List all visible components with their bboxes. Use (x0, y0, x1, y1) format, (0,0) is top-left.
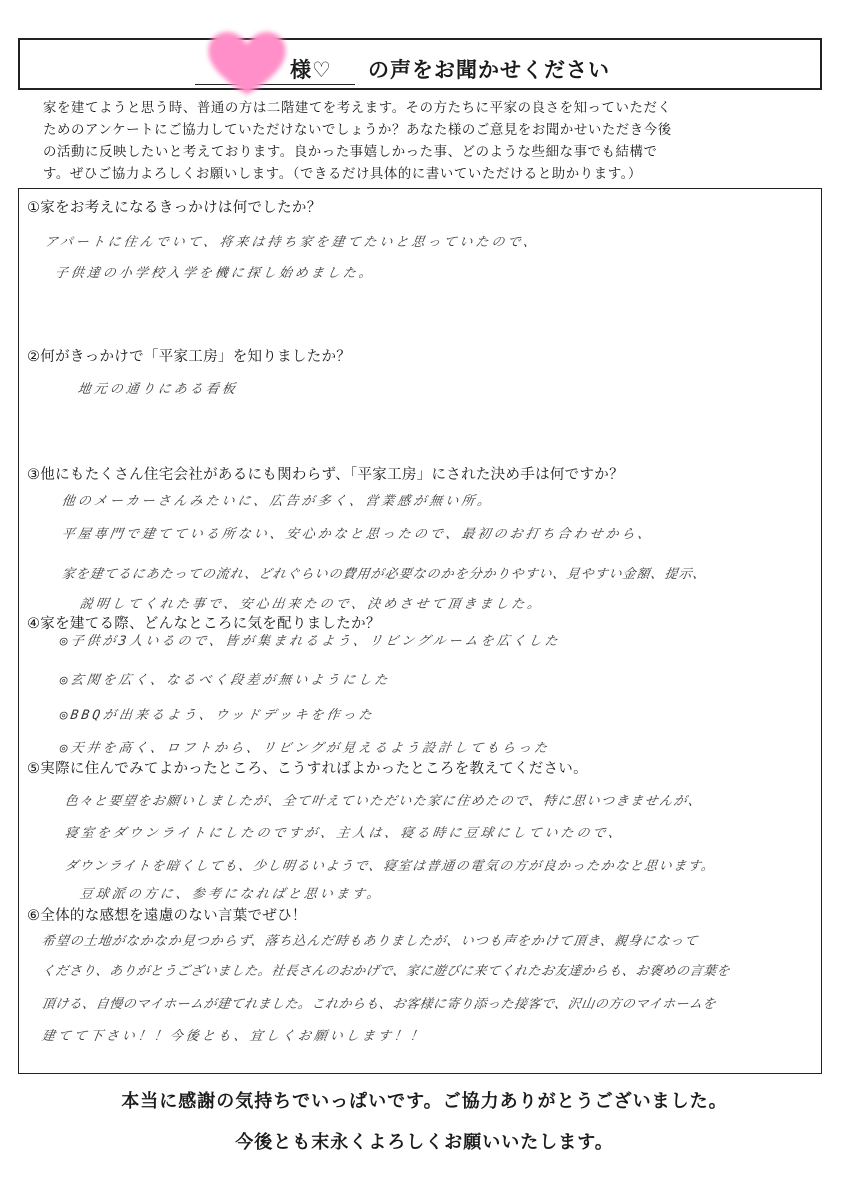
answer-3-line-3: 家を建てるにあたっての流れ、どれぐらいの費用が必要なのかを分かりやすい、見やすい金額、提示、 (60, 567, 708, 582)
answer-5-line-3: ダウンライトを暗くしても、少し明るいようで、寝室は普通の電気の方が良かったかなと思います。 (63, 859, 717, 874)
answer-5-line-1: 色々と要望をお願いしましたが、全て叶えていただいた家に住めたので、特に思いつきませんが、 (63, 794, 704, 809)
answer-1-line-2: 子供達の小学校入学を機に探し始めました。 (53, 266, 376, 281)
answer-6-line-2: くださり、ありがとうございました。社長さんのおかげで、家に遊びに来てくれたお友達からも、お褒めの言葉を (40, 964, 732, 979)
answer-5-line-2: 寝室をダウンライトにしたのですが、主人は、寝る時に豆球にしていたので、 (63, 826, 626, 841)
answer-6-line-4: 建てて下さい！！今後とも、宜しくお願いします！！ (40, 1029, 427, 1044)
intro-text (43, 98, 803, 186)
answer-4-line-2: ◎玄関を広く、なるべく段差が無いようにした (58, 673, 392, 688)
question-3: ③他にもたくさん住宅会社があるにも関わらず、「平家工房」にされた決め手は何ですか？ (27, 467, 624, 483)
footer-regards: 今後とも末永くよろしくお願いいたします。 (235, 1132, 614, 1153)
question-1: ①家をお考えになるきっかけは何でしたか？ (27, 200, 322, 216)
intro-line: 家を建てようと思う時、普通の方は二階建てを考えます。その方たちに平家の良さを知っていただく (43, 101, 672, 116)
footer-thanks: 本当に感謝の気持ちでいっぱいです。ご協力ありがとうございました。 (121, 1091, 728, 1112)
question-2: ②何がきっかけで「平家工房」を知りましたか？ (27, 349, 352, 365)
answer-2-line-1: 地元の通りにある看板 (76, 382, 239, 397)
intro-line: ためのアンケートにご協力していただけないでしょうか？あなた様のご意見をお聞かせいただき今後 (43, 123, 672, 138)
page-title: の声をお聞かせください (368, 58, 610, 82)
answer-6-line-1: 希望の土地がなかなか見つからず、落ち込んだ時もありましたが、いつも声をかけて頂き、親身になって (40, 934, 700, 949)
answer-4-line-4: ◎天井を高く、ロフトから、リビングが見えるよう設計してもらった (58, 741, 552, 756)
question-5: ⑤実際に住んでみてよかったところ、こうすればよかったところを教えてください。 (27, 761, 588, 777)
question-6: ⑥全体的な感想を遠慮のない言葉でぜひ！ (27, 908, 307, 924)
answer-5-line-4: 豆球派の方に、参考になればと思います。 (78, 887, 384, 902)
answer-4-line-3: ◎BBQが出来るよう、ウッドデッキを作った (58, 708, 376, 723)
intro-line: の活動に反映したいと考えております。良かった事嬉しかった事、どのような些細な事でも結構で (43, 145, 658, 160)
answer-3-line-1: 他のメーカーさんみたいに、広告が多く、営業感が無い所。 (60, 494, 495, 509)
answer-3-line-2: 平屋専門で建てている所ない、安心かなと思ったので、最初のお打ち合わせから、 (60, 527, 655, 542)
answer-1-line-1: アパートに住んでいて、将来は持ち家を建てたいと思っていたので、 (43, 235, 541, 250)
answer-4-line-1: ◎子供が3人いるので、皆が集まれるよう、リビングルームを広くした (58, 634, 562, 649)
answer-3-line-4: 説明してくれた事で、安心出来たので、決めさせて頂きました。 (78, 597, 545, 612)
heart-icon (205, 28, 289, 98)
question-4: ④家を建てる際、どんなところに気を配りましたか？ (27, 616, 381, 632)
answer-6-line-3: 頂ける、自慢のマイホームが建てれました。これからも、お客様に寄り添った接客で、沢山の方のマイホームを (40, 997, 718, 1012)
title-suffix: 様♡ (290, 58, 332, 82)
intro-line: す。ぜひご協力よろしくお願いします。（できるだけ具体的に書いていただけると助かります。） (43, 167, 642, 182)
